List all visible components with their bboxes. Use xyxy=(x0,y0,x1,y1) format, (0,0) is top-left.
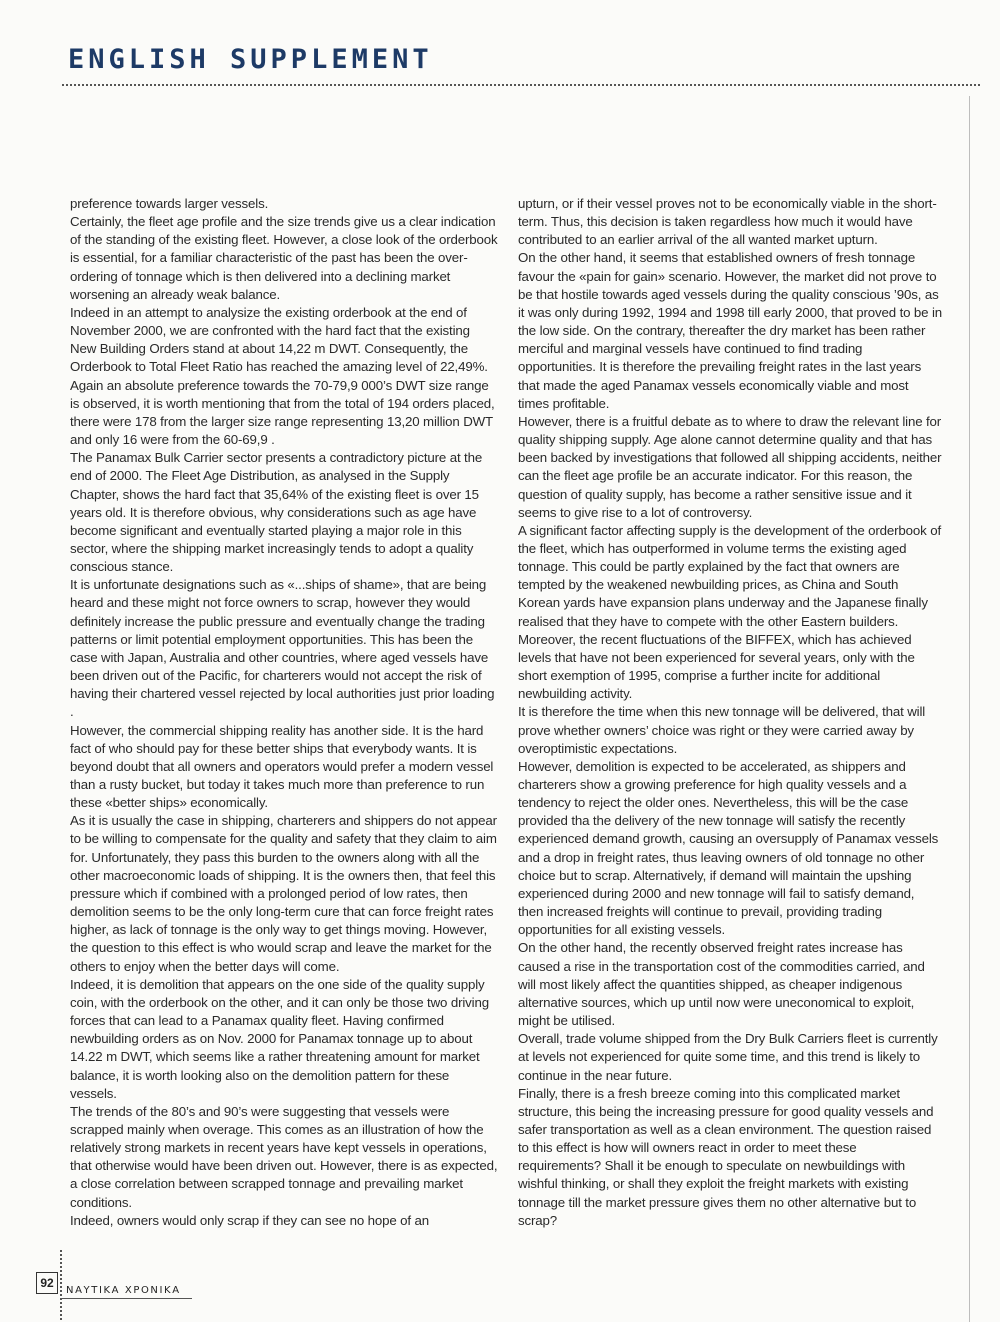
page-title: ENGLISH SUPPLEMENT xyxy=(68,44,433,75)
paragraph: A significant factor affecting supply is the development of the orderbook of the fleet, which has outperformed in volume terms the existing aged tonnage. This could be partly explained by the fact that owners are tempted by the weakened newbuilding prices, as China and South Korean yards have expansion plans underway and the Japanese finally realised that they have to compete with the other Eastern builders. Moreover, the recent fluctuations of the BIFFEX, which has achieved levels that have not been experienced for several years, only with the short exemption of 1995, comprise a further incite for additional newbuilding activity. xyxy=(518,522,941,702)
paragraph: However, demolition is expected to be accelerated, as shippers and charterers show a growing preference for high quality vessels and a tendency to reject the older ones. Nevertheless, this will be the case provided tha the delivery of the new tonnage will satisfy the recently experienced demand growth, causing an oversupply of Panamax vessels and a drop in freight rates, thus leaving owners of old tonnage no other choice but to scrap. Alternatively, if demand will maintain the upshing experienced during 2000 and new tonnage will fail to satisfy demand, then increased freights will continue to prevail, providing trading opportunities for all existing vessels. xyxy=(518,758,939,938)
paragraph: preference towards larger vessels. xyxy=(70,196,269,211)
paragraph: It is therefore the time when this new tonnage will be delivered, that will prove whether owners’ choice was right or they were carried away by overoptimistic expectations. xyxy=(518,704,926,756)
paragraph: Overall, trade volume shipped from the Dry Bulk Carriers fleet is currently at levels not experienced for quite some time, and this trend is likely to continue in the near future. xyxy=(518,1031,938,1083)
paragraph: Finally, there is a fresh breeze coming into this complicated market structure, this being the increasing pressure for good quality vessels and safer transportation as well as a clean environment. The question raised to this effect is how will owners react in order to meet these requirements? Shall it be enough to speculate on newbuildings with wishful thinking, or shall they exploit the freight markets with existing tonnage till the market pressure gives them no other alternative but to scrap? xyxy=(518,1085,934,1228)
paragraph: However, the commercial shipping reality has another side. It is the hard fact of who should pay for these better ships that everybody wants. It is beyond doubt that all owners and operators would prefer a modern vessel than a rusty bucket, but today it takes much more than preference to run these «better ships» economically. xyxy=(70,722,494,811)
page-number: 92 xyxy=(36,1272,58,1294)
paragraph: Indeed in an attempt to analysize the existing orderbook at the end of November 2000, we are confronted with the hard fact that the existing New Building Orders stand at about 14,22 m DWT. Consequently, the Orderbook to Total Fleet Ratio has reached the amazing level of 22,49%. xyxy=(70,304,488,375)
magazine-name: ΝΑΥΤΙΚΑ ΧΡΟΝΙΚΑ xyxy=(66,1285,181,1296)
header-divider xyxy=(62,84,980,86)
paragraph: The Panamax Bulk Carrier sector presents a contradictory picture at the end of 2000. The Fleet Age Distribution, as analysed in the Supply Chapter, shows the hard fact that 35,64% of the existing fleet is over 15 years old. It is therefore obvious, why considerations such as age have become significant and eventually started playing a major role in this sector, where the shipping market increasingly tends to adopt a quality conscious stance. xyxy=(70,450,483,575)
page-edge-line xyxy=(969,96,970,1322)
paragraph: It is unfortunate designations such as «...ships of shame», that are being heard and these might not force owners to scrap, however they would definitely increase the public pressure and eventually change the trading patterns or limit potential employment opportunities. This has been the case with Japan, Australia and other countries, where aged vessels have been driven out of the Pacific, for charterers would not accept the risk of having their chartered vessel rejected by local authorities just prior loading . xyxy=(70,577,495,720)
paragraph: Certainly, the fleet age profile and the size trends give us a clear indication of the standing of the existing fleet. However, a close look of the orderbook is essential, for a familiar characteristic of the past has been the over-ordering of tonnage which is then delivered into a declining market worsening an already weak balance. xyxy=(70,214,498,302)
footer-divider xyxy=(62,1298,192,1299)
paragraph: upturn, or if their vessel proves not to be economically viable in the short-term. Thus, this decision is taken regardless how much it would have contributed to an earlier arrival of the all wanted market upturn. xyxy=(518,196,937,248)
paragraph: On the other hand, it seems that established owners of fresh tonnage favour the «pain for gain» scenario. However, the market did not prove to be that hostile towards aged vessels during the quality conscious ’90s, as it was only during 1992, 1994 and 1998 till early 2000, that proved to be in the low side. On the contrary, thereafter the dry market has been rather merciful and marginal vessels have continued to find trading opportunities. It is therefore the prevailing freight rates in the last years that made the aged Panamax vessels economically viable and most times profitable. xyxy=(518,250,943,411)
article-column-right xyxy=(518,195,942,1230)
paragraph: The trends of the 80’s and 90’s were suggesting that vessels were scrapped mainly when overage. This comes as an illustration of how the relatively strong markets in recent years have kept vessels in operations, that otherwise would have been driven out. However, there is as expected, a close correlation between scrapped tonnage and prevailing market conditions. xyxy=(70,1103,498,1210)
footer-divider-vertical xyxy=(60,1250,62,1320)
paragraph: On the other hand, the recently observed freight rates increase has caused a rise in the transportation cost of the commodities carried, and will most likely affect the quantities shipped, as cheaper indigenous alternative sources, which up until now were uneconomical to exploit, might be utilised. xyxy=(518,940,925,1029)
article-column-left xyxy=(70,195,498,1230)
paragraph: However, there is a fruitful debate as to where to draw the relevant line for quality shipping supply. Age alone cannot determine quality and that has been backed by investigations that followed all shipping accidents, neither can the fleet age profile be an accurate indicator. For this reason, the question of quality supply, has become a rather sensitive issue and it seems to give rise to a lot of controversy. xyxy=(518,413,942,520)
paragraph: Indeed, owners would only scrap if they can see no hope of an xyxy=(70,1212,429,1228)
paragraph: Again an absolute preference towards the 70-79,9 000’s DWT size range is observed, it is worth mentioning that from the total of 194 orders placed, there were 178 from the larger size range representing 13,20 million DWT and only 16 were from the 60-69,9 . xyxy=(70,377,495,448)
paragraph: Indeed, it is demolition that appears on the one side of the quality supply coin, with the orderbook on the other, and it can only be those two driving forces that can lead to a Panamax quality fleet. Having confirmed newbuilding orders as on Nov. 2000 for Panamax tonnage up to about 14.22 m DWT, which seems like a rather threatening amount for market balance, it is worth looking also on the demolition pattern for these vessels. xyxy=(70,976,489,1101)
paragraph: As it is usually the case in shipping, charterers and shippers do not appear to be willing to compensate for the quality and safety that they claim to aim for. Unfortunately, they pass this burden to the owners along with all the other macroeconomic loads of shipping. It is the owners then, that feel this pressure which if combined with a prolonged period of low rates, then demolition seems to be the only long-term cure that can force freight rates higher, as lack of tonnage is the only way to get things moving. However, the question to this effect is who would scrap and leave the market for the others to enjoy when the better days will come. xyxy=(70,813,497,974)
